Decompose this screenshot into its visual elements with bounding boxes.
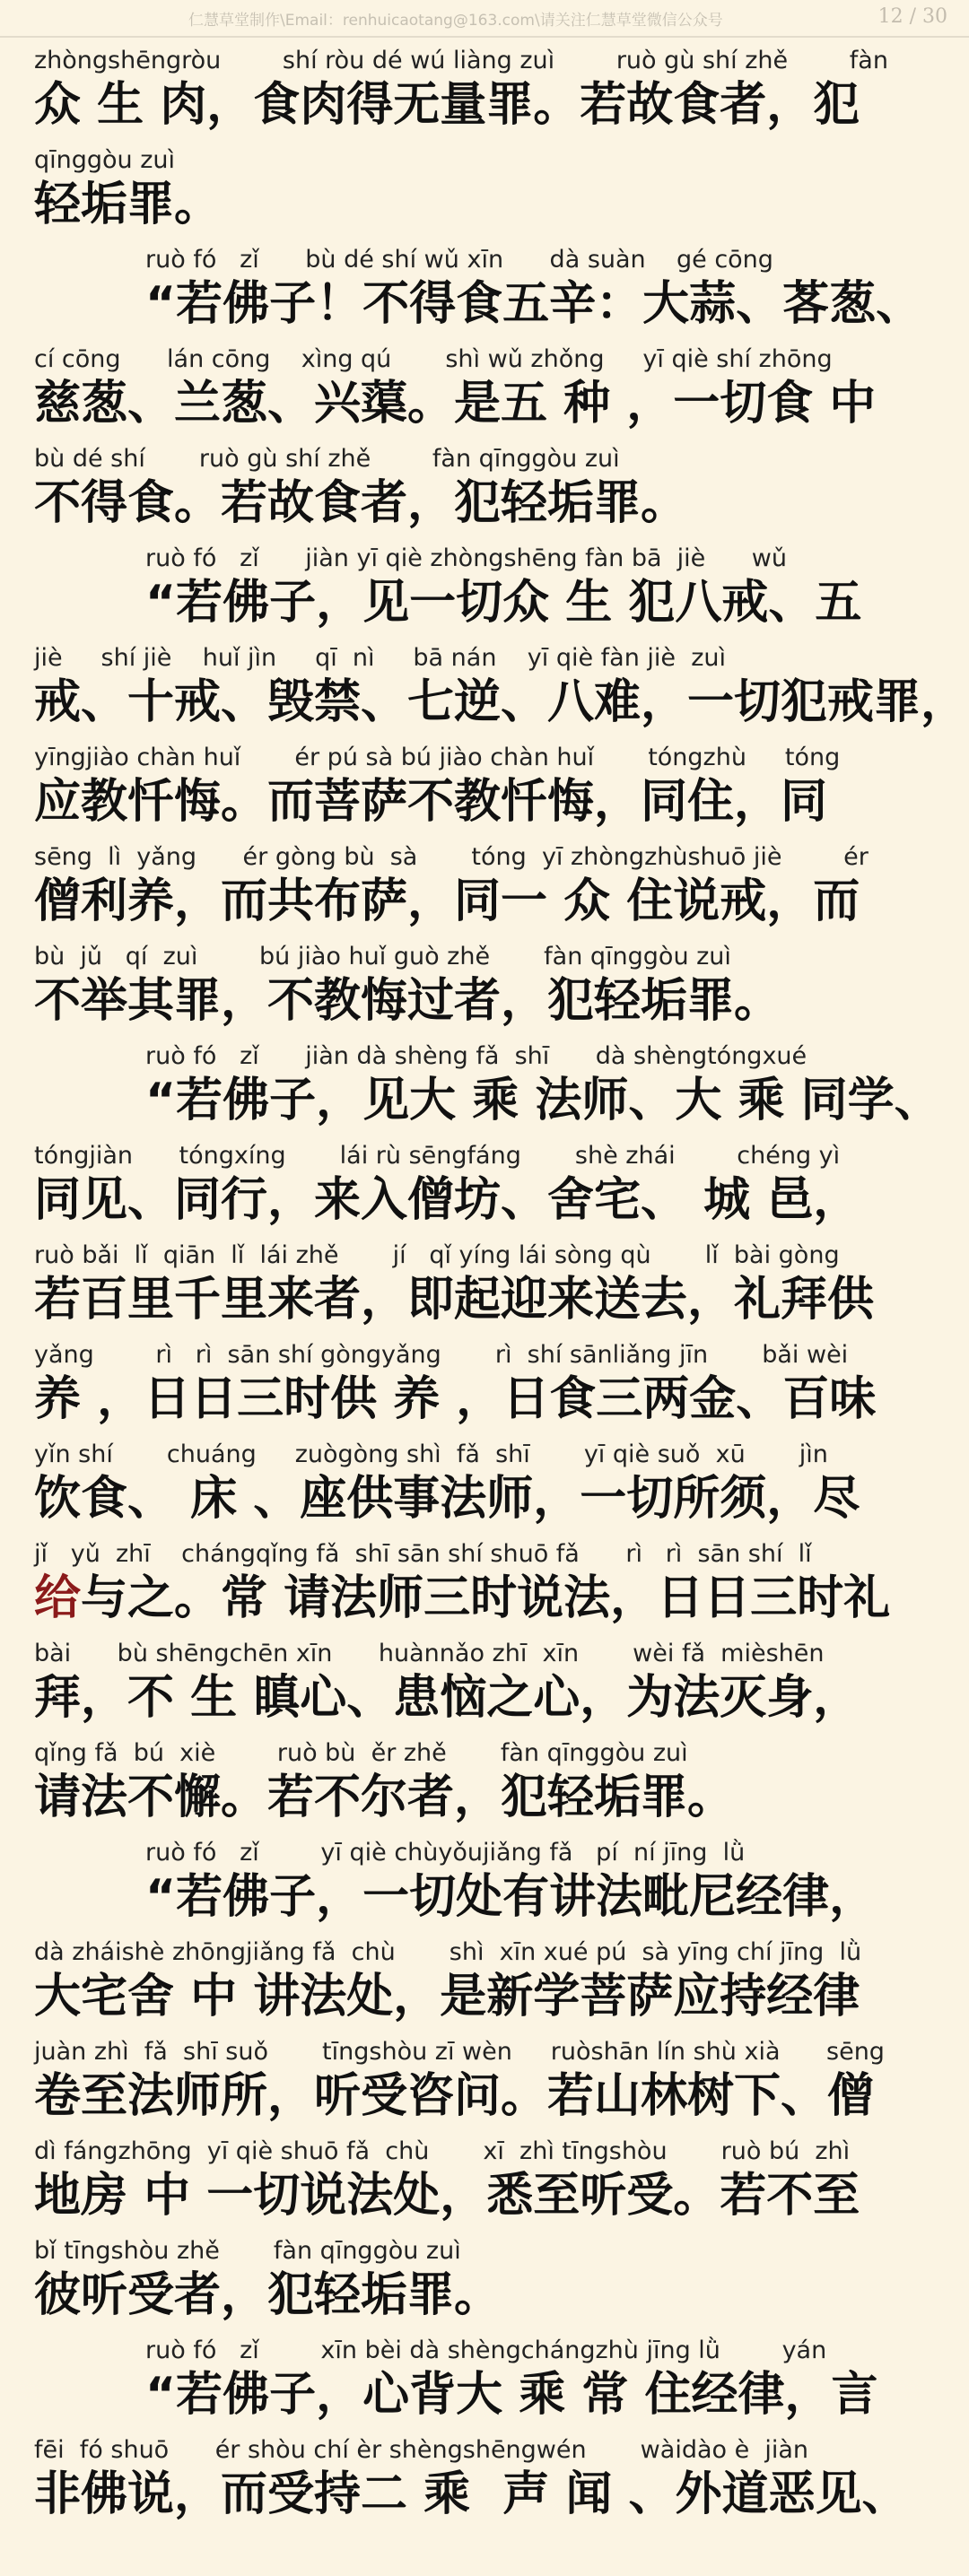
pinyin-line: bài bù shēngchēn xīn huànnǎo zhī xīn wèi fǎ mièshēn [34,1640,825,1667]
pinyin-line: sēng lì yǎng ér gòng bù sà tóng yī zhòngzhùshuō jiè ér [34,843,869,871]
text-line [34,2233,942,2333]
text-line [34,1536,942,1636]
pinyin-line: yǎng rì rì sān shí gòngyǎng rì shí sānliǎng jīn bǎi wèi [34,1341,849,1369]
hanzi-line: 请法不懈。若不尔者，犯轻垢罪。 [34,1771,735,1824]
text-line [34,2432,942,2532]
hanzi-line: 若百里千里来者，即起迎来送去，礼拜供 [34,1273,875,1327]
text-line [34,2034,942,2134]
text-line [34,1835,942,1935]
text-line [34,1138,942,1238]
hanzi-line: 饮食、 床 、座供事法师，一切所须，尽 [34,1472,860,1526]
hanzi-line: “若佛子，见大 乘 法师、大 乘 同学、 [145,1074,941,1127]
text-line [34,342,942,441]
text-line [34,1736,942,1835]
hanzi-line: “若佛子，见一切众 生 犯八戒、五 [145,576,862,630]
pinyin-line: bù jǔ qí zuì bú jiào huǐ guò zhě fàn qīnggòu zuì [34,943,731,970]
pinyin-line: qǐng fǎ bú xiè ruò bù ěr zhě fàn qīnggòu zuì [34,1739,688,1767]
pinyin-line: yīngjiào chàn huǐ ér pú sà bú jiào chàn huǐ tóngzhù tóng [34,744,841,771]
pinyin-line: dì fángzhōng yī qiè shuō fǎ chù xī zhì tīngshòu ruò bú zhì [34,2137,851,2165]
pinyin-line: bǐ tīngshòu zhě fàn qīnggòu zuì [34,2237,461,2265]
text-line [34,1636,942,1736]
text-line [34,2333,942,2432]
hanzi-line: 轻垢罪。 [34,178,222,231]
text-line [34,1337,942,1437]
pinyin-line: yǐn shí chuáng zuògòng shì fǎ shī yī qiè suǒ xū jìn [34,1440,828,1468]
hanzi-line: 卷至法师所，听受咨问。若山林树下、僧 [34,2069,875,2123]
hanzi-line: 应教忏悔。而菩萨不教忏悔，同住，同 [34,775,828,829]
text-line [34,939,942,1039]
page-header [0,0,969,38]
hanzi-line: 大宅舍 中 讲法处，是新学菩萨应持经律 [34,1970,860,2023]
pinyin-line: jǐ yǔ zhī chángqǐng fǎ shī sān shí shuō fǎ rì rì sān shí lǐ [34,1540,812,1568]
pinyin-line: cí cōng lán cōng xìng qú shì wǔ zhǒng yī qiè shí zhōng [34,345,833,373]
text-line [34,43,942,143]
pinyin-line: ruò fó zǐ yī qiè chùyǒujiǎng fǎ pí ní jīng lǜ [145,1839,746,1867]
text-line [34,1039,942,1138]
text-line [34,640,968,740]
hanzi-line: 拜，不 生 瞋心、患恼之心，为法灭身， [34,1671,860,1725]
pinyin-line: qīnggòu zuì [34,146,176,174]
pinyin-line: jiè shí jiè huǐ jìn qī nì bā nán yī qiè fàn jiè zuì [34,644,726,672]
pinyin-line: bù dé shí ruò gù shí zhě fàn qīnggòu zuì [34,445,620,473]
hanzi-line: “若佛子，一切处有讲法毗尼经律， [145,1870,877,1924]
sutra-text-body [34,43,968,2532]
pinyin-line: tóngjiàn tóngxíng lái rù sēngfáng shè zhái chéng yì [34,1142,841,1170]
pinyin-line: ruò bǎi lǐ qiān lǐ lái zhě jí qǐ yíng lái sòng qù lǐ bài gòng [34,1241,840,1269]
text-line [34,441,942,541]
pinyin-line: ruò fó zǐ bù dé shí wǔ xīn dà suàn gé cōng [145,246,773,274]
hanzi-line: 慈葱、兰葱、兴蕖。是五 种 ，一切食 中 [34,377,877,431]
text-line [34,2134,942,2233]
hanzi-line: “若佛子！不得食五辛：大蒜、茖葱、 [145,277,923,331]
hanzi-line: “若佛子，心背大 乘 常 住经律，言 [145,2368,878,2422]
pinyin-line: ruò fó zǐ jiàn dà shèng fǎ shī dà shèngtóngxué [145,1042,808,1070]
header-watermark-text: 仁慧草堂制作\Email：renhuicaotang@163.com\请关注仁慧草堂微信公众号 [188,12,723,30]
text-line [34,242,942,342]
pinyin-line: fēi fó shuō ér shòu chí èr shèngshēngwén wàidào è jiàn [34,2436,809,2464]
hanzi-line: 僧利养，而共布萨，同一 众 住说戒，而 [34,875,860,928]
hanzi-line: 不得食。若故食者，犯轻垢罪。 [34,476,688,530]
hanzi-line-accented: 给与之。常 请法师三时说法，日日三时礼 [34,1571,891,1625]
text-line [34,1238,942,1337]
hanzi-line: 养 ，日日三时供 养 ，日食三两金、百味 [34,1372,877,1426]
accented-character: 给 [34,1571,82,1625]
hanzi-line: 非佛说，而受持二 乘 声 闻 、外道恶见、 [34,2467,909,2521]
text-line [34,1437,942,1536]
hanzi-line: 彼听受者，犯轻垢罪。 [34,2268,502,2322]
text-line [34,1935,942,2034]
pinyin-line: dà zháishè zhōngjiǎng fǎ chù shì xīn xué pú sà yīng chí jīng lǜ [34,1938,862,1966]
text-line [34,740,942,840]
text-line [34,840,942,939]
hanzi-line: 不举其罪，不教悔过者，犯轻垢罪。 [34,974,781,1028]
pinyin-line: ruò fó zǐ jiàn yī qiè zhòngshēng fàn bā jiè wǔ [145,544,787,572]
hanzi-line: 同见、同行，来入僧坊、舍宅、 城 邑， [34,1173,860,1227]
hanzi-line: 众 生 肉，食肉得无量罪。若故食者，犯 [34,78,860,132]
hanzi-line: 戒、十戒、毁禁、七逆、八难，一切犯戒罪， [34,675,968,729]
page-number: 12 / 30 [877,5,947,28]
text-line [34,143,942,242]
pinyin-line: ruò fó zǐ xīn bèi dà shèngchángzhù jīng lǜ yán [145,2337,827,2364]
text-line [34,541,942,640]
pinyin-line: zhòngshēngròu shí ròu dé wú liàng zuì ruò gù shí zhě fàn [34,47,888,74]
pinyin-line: juàn zhì fǎ shī suǒ tīngshòu zī wèn ruòshān lín shù xià sēng [34,2038,885,2066]
hanzi-line: 地房 中 一切说法处，悉至听受。若不至 [34,2169,860,2223]
